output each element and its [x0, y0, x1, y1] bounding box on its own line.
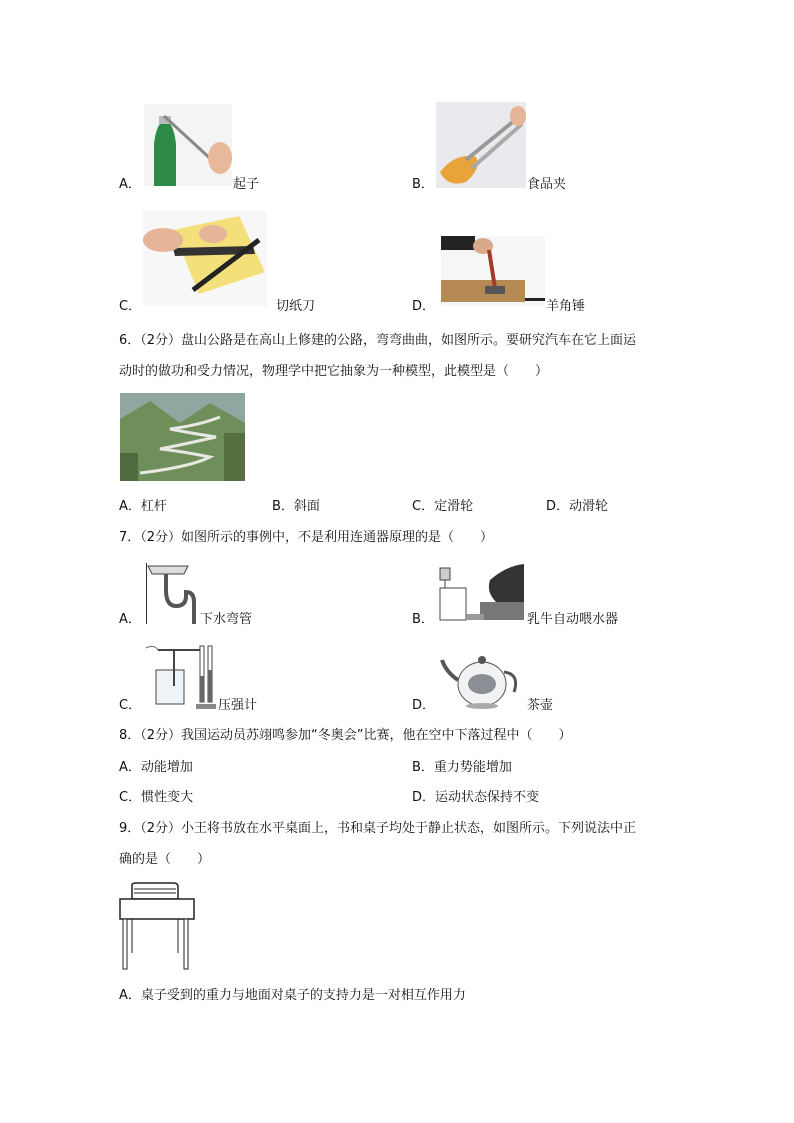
- q5-option-a-caption: 起子: [233, 177, 260, 192]
- q7-option-a-letter: A．: [119, 612, 141, 627]
- mountain-road-image: [120, 393, 245, 481]
- q8-choice-b[interactable]: B．重力势能增加: [412, 760, 512, 775]
- paper-cutter-image: [143, 210, 267, 306]
- q8-choice-c[interactable]: C．惯性变大: [119, 790, 194, 805]
- q5-option-c-letter: C．: [119, 299, 142, 314]
- pressure-gauge-image: [144, 642, 222, 712]
- q7-stem-line1: 7．（2分）如图所示的事例中，不是利用连通器原理的是（ ）: [119, 530, 494, 545]
- q8-stem-line1: 8．（2分）我国运动员苏翊鸣参加“冬奥会”比赛，他在空中下落过程中（ ）: [119, 728, 572, 743]
- q6-stem-line1: 6．（2分）盘山公路是在高山上修建的公路，弯弯曲曲，如图所示。要研究汽车在它上面运: [119, 333, 637, 348]
- q7-option-c-caption: 压强计: [218, 698, 258, 713]
- q9-choice-a[interactable]: A．桌子受到的重力与地面对桌子的支持力是一对相互作用力: [119, 988, 466, 1003]
- teapot-image: [440, 650, 526, 712]
- q8-choice-d[interactable]: D．运动状态保持不变: [412, 790, 540, 805]
- q6-choice-a[interactable]: A．杠杆: [119, 499, 167, 514]
- q5-option-b-letter: B．: [412, 177, 434, 192]
- q7-option-d-letter: D．: [412, 698, 436, 713]
- bottle-opener-image: [144, 104, 232, 186]
- q6-stem-line2: 动时的做功和受力情况，物理学中把它抽象为一种模型，此模型是（ ）: [119, 364, 549, 379]
- q5-option-a-letter: A．: [119, 177, 141, 192]
- book-on-desk-image: [118, 881, 198, 973]
- q5-option-d-caption: 羊角锤: [546, 299, 586, 314]
- drain-trap-image: [146, 562, 200, 624]
- claw-hammer-image: [441, 236, 545, 306]
- q7-option-c-letter: C．: [119, 698, 142, 713]
- q7-option-d-caption: 茶壶: [527, 698, 554, 713]
- q6-choice-d[interactable]: D．动滑轮: [546, 499, 609, 514]
- cow-water-feeder-image: [436, 562, 526, 626]
- q9-stem-line2: 确的是（ ）: [119, 852, 211, 867]
- q7-option-b-letter: B．: [412, 612, 434, 627]
- q9-stem-line1: 9．（2分）小王将书放在水平桌面上，书和桌子均处于静止状态，如图所示。下列说法中正: [119, 821, 637, 836]
- q5-option-c-caption: 切纸刀: [276, 299, 316, 314]
- q7-option-a-caption: 下水弯管: [200, 612, 253, 627]
- q5-option-d-letter: D．: [412, 299, 436, 314]
- q7-option-b-caption: 乳牛自动喂水器: [527, 612, 619, 627]
- q8-choice-a[interactable]: A．动能增加: [119, 760, 193, 775]
- q6-choice-b[interactable]: B．斜面: [272, 499, 320, 514]
- food-tongs-image: [436, 102, 526, 188]
- q5-option-b-caption: 食品夹: [527, 177, 567, 192]
- q6-choice-c[interactable]: C．定滑轮: [412, 499, 474, 514]
